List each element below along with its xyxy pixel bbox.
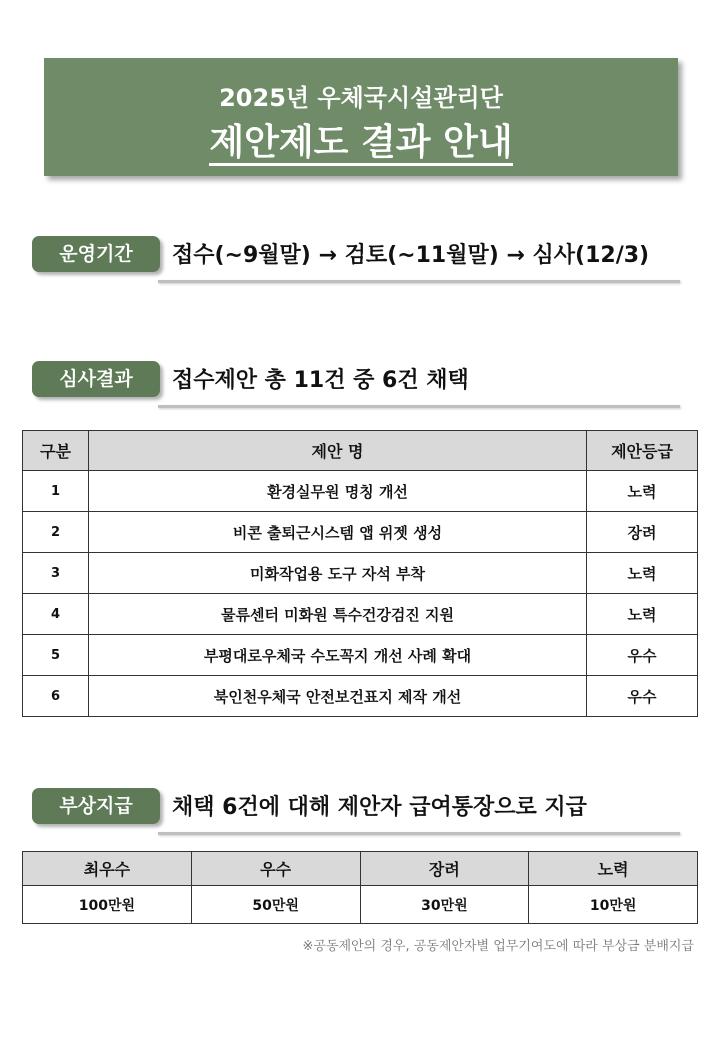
award-badge: 부상지급 xyxy=(32,788,160,824)
table-row xyxy=(23,676,698,717)
table-row xyxy=(23,553,698,594)
row-no: 6 xyxy=(23,676,89,717)
row-name: 미화작업용 도구 자석 부착 xyxy=(89,553,587,594)
row-no: 1 xyxy=(23,471,89,512)
result-badge: 심사결과 xyxy=(32,361,160,397)
prize-value-effort: 10만원 xyxy=(529,886,698,924)
award-text: 채택 6건에 대해 제안자 급여통장으로 지급 xyxy=(172,795,587,820)
row-grade: 우수 xyxy=(587,676,698,717)
row-name: 북인천우체국 안전보건표지 제작 개선 xyxy=(89,676,587,717)
row-grade: 노력 xyxy=(587,594,698,635)
award-underline xyxy=(158,832,680,835)
prize-value-row xyxy=(23,886,698,924)
result-text: 접수제안 총 11건 중 6건 채택 xyxy=(172,368,469,393)
period-underline xyxy=(158,280,680,283)
results-table xyxy=(22,430,698,717)
prize-value-excellent: 50만원 xyxy=(191,886,360,924)
row-no: 2 xyxy=(23,512,89,553)
row-name: 물류센터 미화원 특수건강검진 지원 xyxy=(89,594,587,635)
result-underline xyxy=(158,405,680,408)
title-banner xyxy=(44,58,678,176)
row-name: 부평대로우체국 수도꼭지 개선 사례 확대 xyxy=(89,635,587,676)
header-name: 제안 명 xyxy=(89,431,587,471)
period-badge: 운영기간 xyxy=(32,236,160,272)
footnote: ※공동제안의 경우, 공동제안자별 업무기여도에 따라 부상금 분배지급 xyxy=(302,939,694,954)
results-header-row xyxy=(23,431,698,471)
row-grade: 장려 xyxy=(587,512,698,553)
section-result xyxy=(32,361,682,405)
banner-title: 제안제도 결과 안내 xyxy=(44,114,678,165)
table-row xyxy=(23,594,698,635)
row-grade: 노력 xyxy=(587,471,698,512)
row-no: 3 xyxy=(23,553,89,594)
prize-value-encourage: 30만원 xyxy=(360,886,529,924)
table-row xyxy=(23,512,698,553)
row-grade: 우수 xyxy=(587,635,698,676)
row-name: 환경실무원 명칭 개선 xyxy=(89,471,587,512)
prize-header-row xyxy=(23,852,698,886)
prize-header-effort: 노력 xyxy=(529,852,698,886)
prize-header-excellent: 우수 xyxy=(191,852,360,886)
row-no: 5 xyxy=(23,635,89,676)
section-award xyxy=(32,788,682,832)
period-text: 접수(~9월말) → 검토(~11월말) → 심사(12/3) xyxy=(172,243,650,268)
table-row xyxy=(23,471,698,512)
prize-header-top: 최우수 xyxy=(23,852,192,886)
section-period xyxy=(32,236,682,280)
row-no: 4 xyxy=(23,594,89,635)
prize-table xyxy=(22,851,698,924)
prize-value-top: 100만원 xyxy=(23,886,192,924)
table-row xyxy=(23,635,698,676)
header-grade: 제안등급 xyxy=(587,431,698,471)
row-grade: 노력 xyxy=(587,553,698,594)
prize-header-encourage: 장려 xyxy=(360,852,529,886)
header-no: 구분 xyxy=(23,431,89,471)
banner-subtitle: 2025년 우체국시설관리단 xyxy=(219,84,503,112)
row-name: 비콘 출퇴근시스템 앱 위젯 생성 xyxy=(89,512,587,553)
